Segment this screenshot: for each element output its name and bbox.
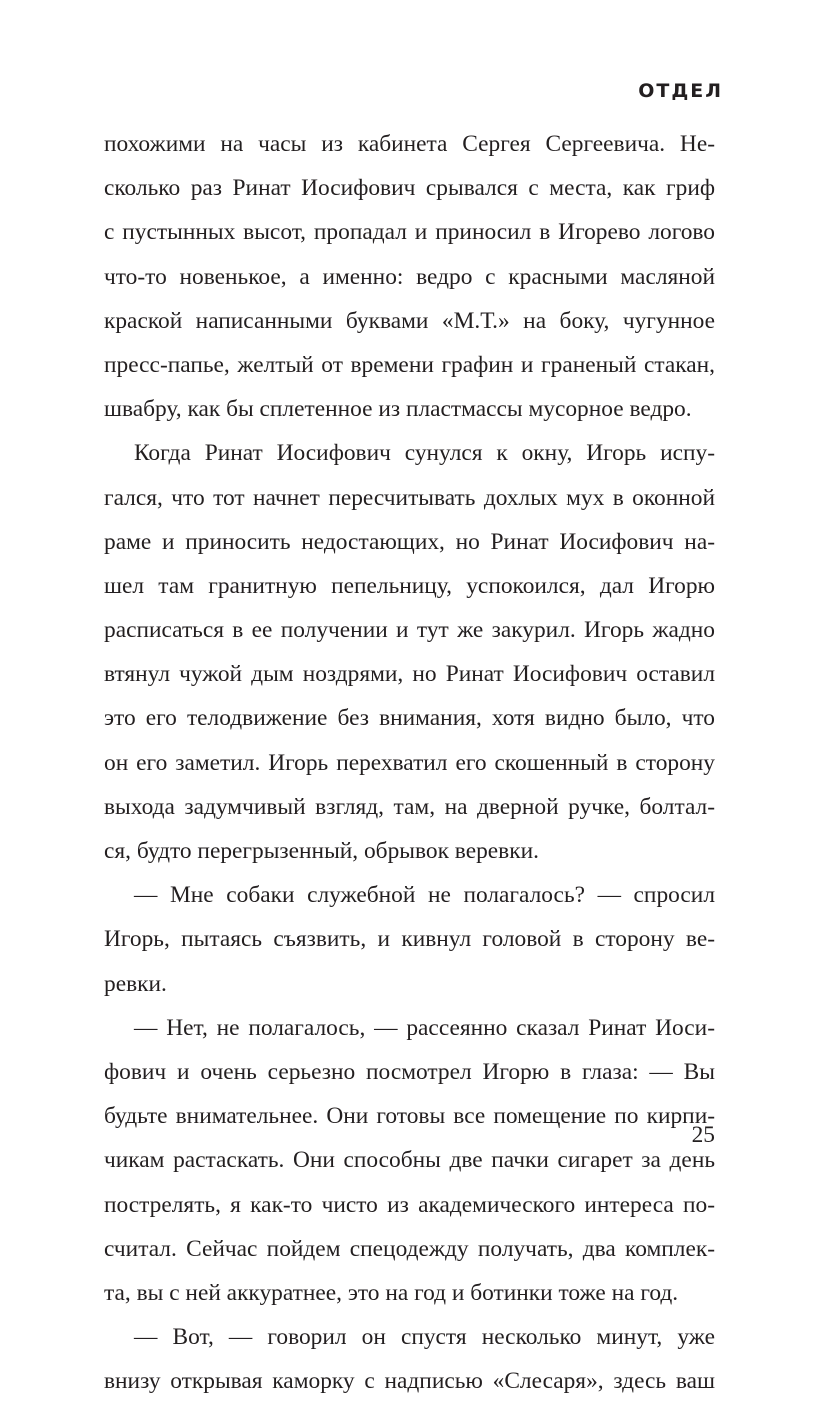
text-line: швабру, как бы сплетенное из пластмассы мусорное ведро. <box>104 396 692 423</box>
text-line: — Нет, не полагалось, — рассеянно сказал Ринат Иоси- <box>134 1014 715 1041</box>
text-line: — Вот, — говорил он спустя несколько минут, уже <box>134 1324 715 1351</box>
text-line: та, вы с ней аккуратнее, это на год и ботинки тоже на год. <box>104 1279 679 1306</box>
text-line: сколько раз Ринат Иосифович срывался с места, как гриф <box>104 175 715 202</box>
text-line: расписаться в ее получении и тут же закурил. Игорь жадно <box>104 617 715 644</box>
text-line: гался, что тот начнет пересчитывать дохлых мух в оконной <box>104 484 715 511</box>
page-number: 25 <box>691 1122 715 1148</box>
text-line: краской написанными буквами «М.Т.» на боку, чугунное <box>104 307 715 334</box>
text-line: внизу открывая каморку с надписью «Слесаря», здесь ваш <box>104 1368 715 1395</box>
text-line: шел там гранитную пепельницу, успокоился, дал Игорю <box>104 572 715 599</box>
text-line: ся, будто перегрызенный, обрывок веревки. <box>104 838 539 864</box>
text-line: он его заметил. Игорь перехватил его скошенный в сторону <box>104 749 715 776</box>
text-line: пострелять, я как-то чисто из академического интереса по- <box>104 1191 715 1218</box>
text-line: раме и приносить недостающих, но Ринат Иосифович на- <box>104 528 715 555</box>
text-line: пресс-папье, желтый от времени графин и граненый стакан, <box>104 351 715 378</box>
text-line: похожими на часы из кабинета Сергея Сергеевича. Не- <box>104 131 715 157</box>
text-line: с пустынных высот, пропадал и приносил в Игорево логово <box>104 219 715 246</box>
text-line: втянул чужой дым ноздрями, но Ринат Иосифович оставил <box>104 661 715 688</box>
text-line: ревки. <box>104 970 167 997</box>
text-line: Когда Ринат Иосифович сунулся к окну, Игорь испу- <box>134 440 715 467</box>
text-line: Игорь, пытаясь съязвить, и кивнул головой в сторону ве- <box>104 926 715 953</box>
text-line: фович и очень серьезно посмотрел Игорю в глаза: — Вы <box>104 1058 715 1085</box>
text-line: чикам растаскать. Они способны две пачки сигарет за день <box>104 1147 715 1174</box>
text-line: это его телодвижение без внимания, хотя видно было, что <box>104 705 715 732</box>
running-head-title: ОТДЕЛ <box>638 80 723 102</box>
text-line: будьте внимательнее. Они готовы все помещение по кирпи- <box>104 1103 715 1130</box>
text-line: считал. Сейчас пойдем спецодежду получать, два комплек- <box>104 1235 715 1262</box>
text-line: — Мне собаки служебной не полагалось? — спросил <box>134 882 715 909</box>
text-line: выхода задумчивый взгляд, там, на дверной ручке, болтал- <box>104 793 715 820</box>
text-line: что-то новенькое, а именно: ведро с красными масляной <box>104 263 715 290</box>
